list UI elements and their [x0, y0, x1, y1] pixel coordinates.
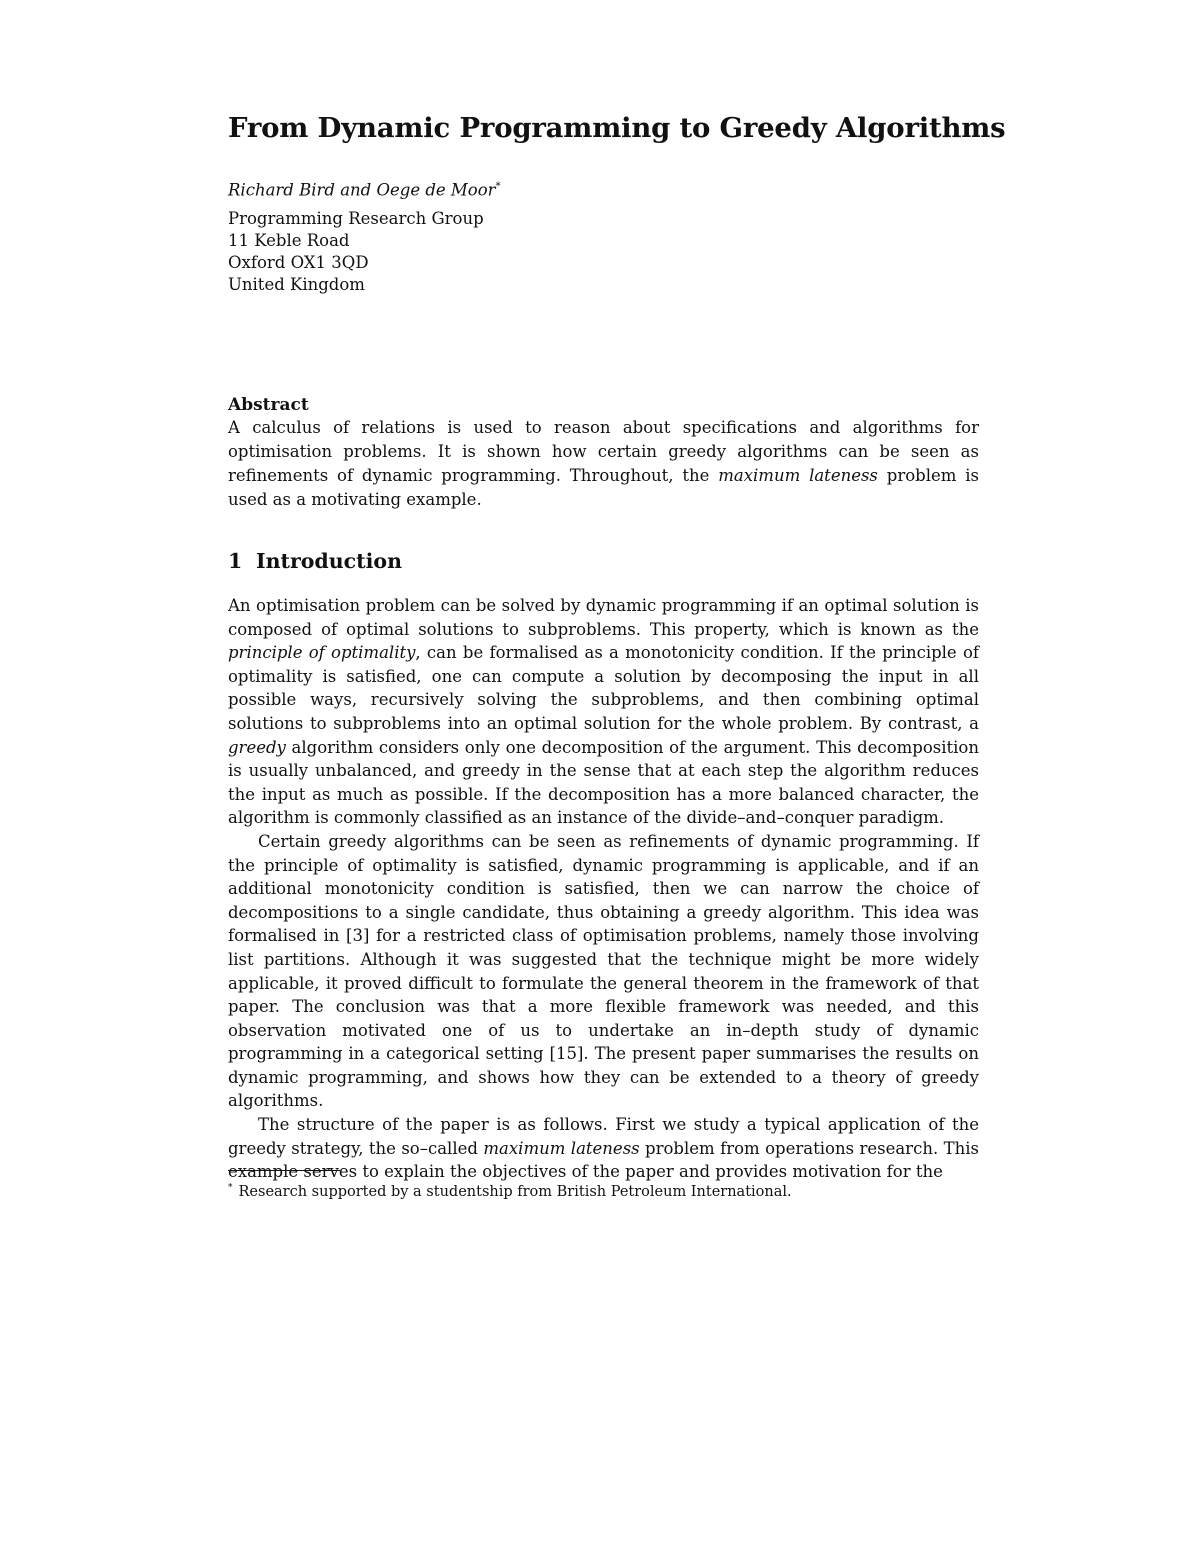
section-body [228, 594, 979, 1184]
author-footnote-mark: * [495, 181, 501, 192]
affiliation-line: United Kingdom [228, 275, 365, 294]
paper-title: From Dynamic Programming to Greedy Algorithms [228, 112, 1006, 144]
affiliation-line: Oxford OX1 3QD [228, 253, 369, 272]
text-run: problem from operations research. This example serves to explain the objectives of the paper and provides motivation for the [228, 1138, 979, 1182]
section-heading [228, 546, 979, 576]
emphasis: maximum lateness [483, 1138, 640, 1158]
authors [228, 174, 979, 200]
footnote-rule [228, 1170, 340, 1171]
text-run: An optimisation problem can be solved by dynamic programming if an optimal solution is composed of optimal solutions to subproblems. This property, which is known as the [228, 596, 979, 639]
affiliation [228, 208, 979, 296]
author-names: Richard Bird and Oege de Moor [228, 180, 496, 200]
paragraph [228, 1113, 979, 1184]
paper-page [228, 108, 1006, 1184]
abstract-text [228, 416, 979, 512]
footnote-text: Research supported by a studentship from British Petroleum International. [238, 1183, 792, 1200]
text-run: algorithm considers only one decomposition of the argument. This decomposition is usually unbalanced, and greedy in the sense that at each step the algorithm reduces the input as much as possible. If the decomposition has a more balanced character, the algorithm is commonly classified as an instance of the divide–and–conquer paradigm. [228, 737, 979, 828]
emphasis: principle of optimality [228, 643, 416, 663]
paragraph [228, 830, 979, 1113]
abstract-part: problem is used as a motivating example. [228, 466, 979, 509]
text-run: The structure of the paper is as follows. First we study a typical application of the greedy strategy, the so–called [228, 1115, 979, 1158]
affiliation-line: Programming Research Group [228, 209, 484, 228]
section-number: 1 [228, 549, 243, 573]
text-run: , can be formalised as a monotonicity condition. If the principle of optimality is satisfied, one can compute a solution by decomposing the input in all possible ways, recursively solving the subproblems, and then combining optimal solutions to subproblems into an optimal solution for the whole problem. By contrast, a [228, 643, 979, 733]
affiliation-line: 11 Keble Road [228, 231, 350, 250]
section-title: Introduction [256, 549, 402, 573]
abstract-part: A calculus of relations is used to reason about specifications and algorithms for optimisation problems. It is shown how certain greedy algorithms can be seen as refinements of dynamic programming. Throughout, the [228, 418, 979, 485]
paragraph [228, 594, 979, 830]
emphasis: greedy [228, 737, 286, 757]
abstract-emphasis: maximum lateness [718, 466, 878, 485]
abstract-heading: Abstract [228, 395, 309, 415]
footnote [228, 1177, 979, 1203]
footnote-mark: * [228, 1183, 233, 1193]
text-run: Certain greedy algorithms can be seen as refinements of dynamic programming. If the principle of optimality is satisfied, dynamic programming is applicable, and if an additional monotonicity condition is satisfied, then we can narrow the choice of decompositions to a single candidate, thus obtaining a greedy algorithm. This idea was formalised in [3] for a restricted class of optimisation problems, namely those involving list partitions. Although it was suggested that the technique might be more widely applicable, it proved difficult to formulate the general theorem in the framework of that paper. The conclusion was that a more flexible framework was needed, and this observation motivated one of us to undertake an in–depth study of dynamic programming in a categorical setting [15]. The present paper summarises the results on dynamic programming, and shows how they can be extended to a theory of greedy algorithms. [228, 831, 979, 1111]
